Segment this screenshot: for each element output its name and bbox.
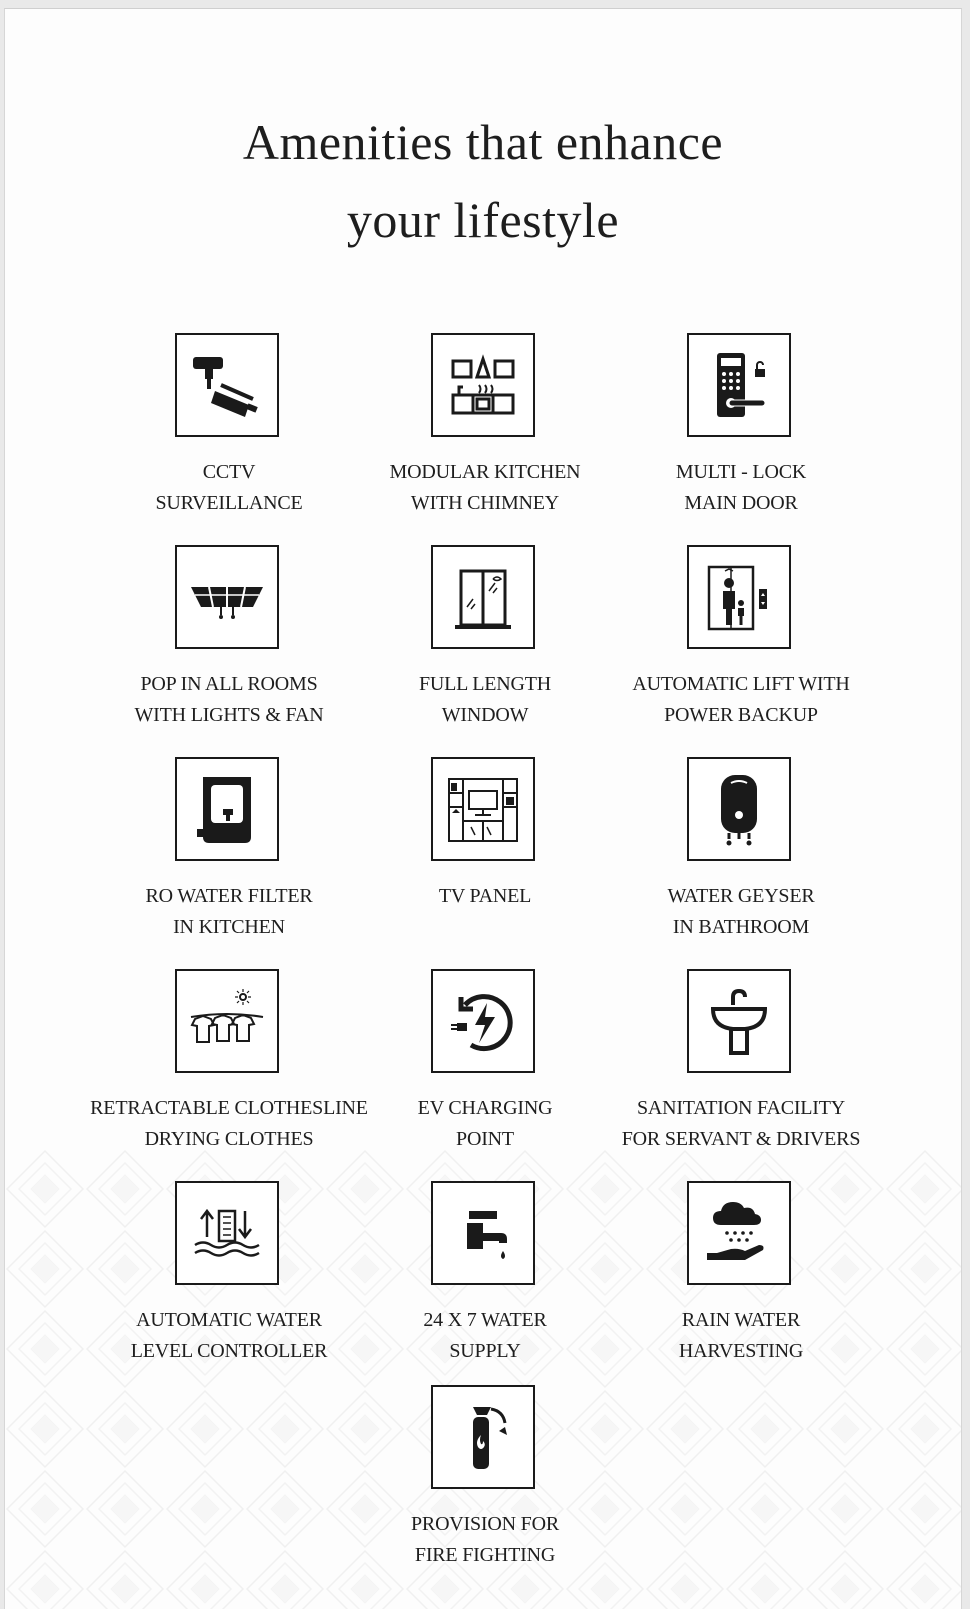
amenity-label: CCTV SURVEILLANCE (155, 461, 303, 514)
digital-lock-icon (687, 333, 791, 437)
amenity-automatic-lift (611, 545, 871, 745)
amenity-label: RETRACTABLE CLOTHESLINE DRYING CLOTHES (90, 1097, 368, 1150)
water-level-icon (175, 1181, 279, 1285)
rain-harvesting-icon (687, 1181, 791, 1285)
modular-kitchen-icon (431, 333, 535, 437)
amenity-label: AUTOMATIC LIFT WITH POWER BACKUP (632, 673, 850, 726)
amenity-label: MULTI - LOCK MAIN DOOR (675, 461, 807, 514)
amenity-tv-panel (355, 757, 615, 957)
amenity-multi-lock (611, 333, 871, 533)
amenity-label: SANITATION FACILITY FOR SERVANT & DRIVERS (621, 1097, 861, 1150)
amenity-cctv (99, 333, 359, 533)
page-title (5, 103, 961, 259)
amenity-water-level-controller (99, 1181, 359, 1381)
amenity-label: POP IN ALL ROOMS WITH LIGHTS & FAN (134, 673, 324, 726)
amenity-pop-ceiling (99, 545, 359, 745)
tv-unit-icon (431, 757, 535, 861)
amenity-label: TV PANEL (438, 885, 532, 907)
cctv-camera-icon (175, 333, 279, 437)
amenity-ro-water-filter (99, 757, 359, 957)
title-line-2: your lifestyle (346, 192, 620, 248)
clothesline-icon (175, 969, 279, 1073)
amenity-label: RAIN WATER HARVESTING (678, 1309, 804, 1362)
amenity-label: FULL LENGTH WINDOW (418, 673, 552, 726)
title-line-1: Amenities that enhance (242, 114, 724, 170)
amenity-label: EV CHARGING POINT (417, 1097, 553, 1150)
amenity-label: AUTOMATIC WATER LEVEL CONTROLLER (130, 1309, 328, 1362)
amenity-ev-charging (355, 969, 615, 1169)
amenity-fire-fighting (355, 1385, 615, 1585)
window-icon (431, 545, 535, 649)
water-filter-icon (175, 757, 279, 861)
amenities-page (4, 8, 962, 1609)
amenity-water-supply (355, 1181, 615, 1381)
water-tap-icon (431, 1181, 535, 1285)
amenity-rain-water-harvesting (611, 1181, 871, 1381)
amenity-modular-kitchen (355, 333, 615, 533)
amenity-sanitation-facility (611, 969, 871, 1169)
fire-extinguisher-icon (431, 1385, 535, 1489)
amenity-label: WATER GEYSER IN BATHROOM (667, 885, 815, 938)
amenity-label: MODULAR KITCHEN WITH CHIMNEY (389, 461, 581, 514)
amenity-label: 24 X 7 WATER SUPPLY (423, 1309, 547, 1362)
ev-charging-icon (431, 969, 535, 1073)
amenity-water-geyser (611, 757, 871, 957)
water-geyser-icon (687, 757, 791, 861)
pop-ceiling-icon (175, 545, 279, 649)
amenity-label: PROVISION FOR FIRE FIGHTING (411, 1513, 559, 1566)
amenity-full-length-window (355, 545, 615, 745)
amenity-clothesline (90, 969, 368, 1169)
amenity-label: RO WATER FILTER IN KITCHEN (145, 885, 313, 938)
elevator-icon (687, 545, 791, 649)
wash-basin-icon (687, 969, 791, 1073)
